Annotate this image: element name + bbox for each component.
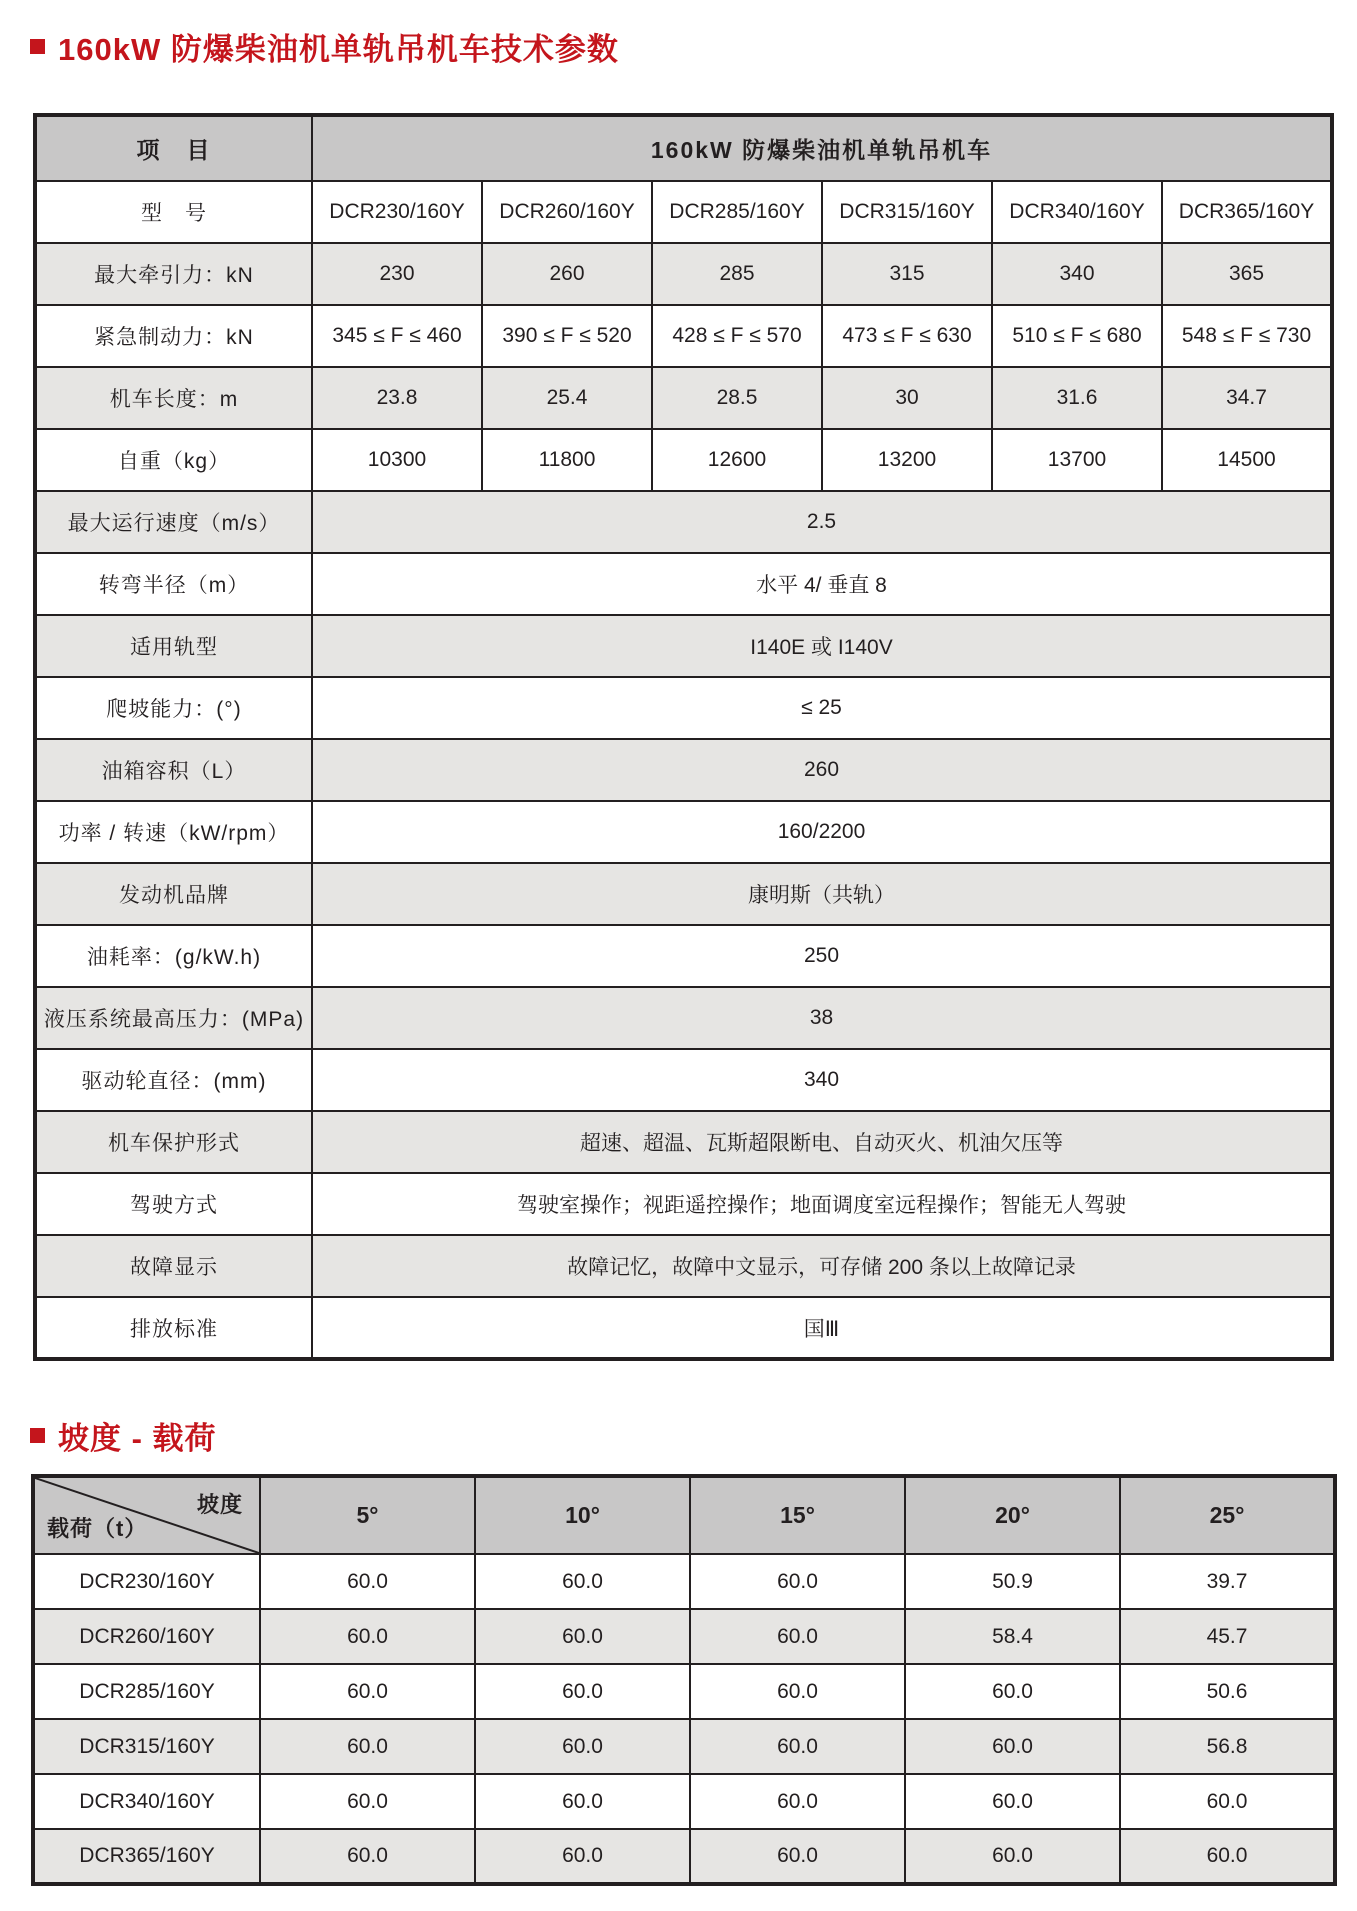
spec-value-cell: 12600 — [652, 429, 822, 491]
spec-value-cell: 11800 — [482, 429, 652, 491]
spec-value-cell: 30 — [822, 367, 992, 429]
load-value-cell: 56.8 — [1120, 1719, 1335, 1774]
section-bullet-icon — [30, 39, 45, 54]
spec-corner-cell: 项 目 — [35, 115, 312, 181]
spec-row-label: 最大运行速度（m/s） — [35, 491, 312, 553]
spec-row-label: 紧急制动力：kN — [35, 305, 312, 367]
load-col-header: 20° — [905, 1476, 1120, 1554]
spec-row-label: 故障显示 — [35, 1235, 312, 1297]
spec-value-cell: 31.6 — [992, 367, 1162, 429]
section-title-load-text: 坡度 - 载荷 — [58, 1421, 217, 1456]
load-row-model: DCR285/160Y — [33, 1664, 260, 1719]
spec-merged-value-cell: 故障记忆，故障中文显示，可存储 200 条以上故障记录 — [312, 1235, 1332, 1297]
spec-table-row — [35, 987, 1332, 1049]
load-value-cell: 60.0 — [475, 1774, 690, 1829]
spec-value-cell: 25.4 — [482, 367, 652, 429]
load-value-cell: 60.0 — [475, 1609, 690, 1664]
section-bullet-icon — [30, 1428, 45, 1443]
spec-merged-value-cell: 2.5 — [312, 491, 1332, 553]
spec-value-cell: 510 ≤ F ≤ 680 — [992, 305, 1162, 367]
load-value-cell: 60.0 — [260, 1719, 475, 1774]
load-table — [31, 1474, 1337, 1886]
spec-value-cell: 13700 — [992, 429, 1162, 491]
spec-row-label: 驾驶方式 — [35, 1173, 312, 1235]
spec-value-cell: 260 — [482, 243, 652, 305]
spec-table-row — [35, 305, 1332, 367]
spec-merged-value-cell: ≤ 25 — [312, 677, 1332, 739]
spec-row-label: 发动机品牌 — [35, 863, 312, 925]
spec-row-label: 型 号 — [35, 181, 312, 243]
spec-row-label: 液压系统最高压力：(MPa) — [35, 987, 312, 1049]
load-value-cell: 60.0 — [905, 1829, 1120, 1884]
spec-value-cell: 230 — [312, 243, 482, 305]
load-value-cell: 60.0 — [690, 1774, 905, 1829]
spec-table-row — [35, 429, 1332, 491]
spec-table-row — [35, 491, 1332, 553]
spec-table-row — [35, 1297, 1332, 1359]
spec-value-cell: 340 — [992, 243, 1162, 305]
load-col-header: 25° — [1120, 1476, 1335, 1554]
load-value-cell: 60.0 — [905, 1664, 1120, 1719]
spec-merged-value-cell: 38 — [312, 987, 1332, 1049]
spec-table-row — [35, 739, 1332, 801]
load-table-row — [33, 1554, 1335, 1609]
spec-table-row — [35, 615, 1332, 677]
spec-row-label: 机车长度：m — [35, 367, 312, 429]
spec-table-row — [35, 181, 1332, 243]
spec-row-label: 油箱容积（L） — [35, 739, 312, 801]
spec-header-row — [35, 115, 1332, 181]
spec-value-cell: 365 — [1162, 243, 1332, 305]
spec-table-row — [35, 925, 1332, 987]
load-value-cell: 60.0 — [475, 1554, 690, 1609]
spec-value-cell: 428 ≤ F ≤ 570 — [652, 305, 822, 367]
load-value-cell: 60.0 — [260, 1609, 475, 1664]
spec-merged-value-cell: 160/2200 — [312, 801, 1332, 863]
load-table-row — [33, 1664, 1335, 1719]
spec-row-label: 驱动轮直径：(mm) — [35, 1049, 312, 1111]
spec-value-cell: 34.7 — [1162, 367, 1332, 429]
spec-table-row — [35, 243, 1332, 305]
spec-merged-value-cell: I140E 或 I140V — [312, 615, 1332, 677]
spec-value-cell: 548 ≤ F ≤ 730 — [1162, 305, 1332, 367]
section-title-specs — [0, 0, 1357, 69]
spec-value-cell: 390 ≤ F ≤ 520 — [482, 305, 652, 367]
load-row-model: DCR260/160Y — [33, 1609, 260, 1664]
load-col-header: 5° — [260, 1476, 475, 1554]
load-row-model: DCR230/160Y — [33, 1554, 260, 1609]
corner-label-slope: 坡度 — [196, 1492, 243, 1517]
spec-row-label: 转弯半径（m） — [35, 553, 312, 615]
spec-value-cell: 473 ≤ F ≤ 630 — [822, 305, 992, 367]
spec-row-label: 适用轨型 — [35, 615, 312, 677]
load-value-cell: 60.0 — [1120, 1774, 1335, 1829]
load-header-row — [33, 1476, 1335, 1554]
load-table-row — [33, 1719, 1335, 1774]
load-value-cell: 60.0 — [690, 1609, 905, 1664]
spec-table — [33, 113, 1334, 1361]
spec-merged-value-cell: 水平 4/ 垂直 8 — [312, 553, 1332, 615]
spec-table-row — [35, 1173, 1332, 1235]
spec-value-cell: 315 — [822, 243, 992, 305]
section-title-load — [0, 1413, 1357, 1458]
spec-value-cell: 345 ≤ F ≤ 460 — [312, 305, 482, 367]
load-value-cell: 60.0 — [905, 1774, 1120, 1829]
spec-row-label: 爬坡能力：(°) — [35, 677, 312, 739]
corner-label-load: 载荷（t） — [47, 1516, 148, 1541]
load-value-cell: 60.0 — [475, 1719, 690, 1774]
spec-merged-value-cell: 康明斯（共轨） — [312, 863, 1332, 925]
spec-table-row — [35, 1111, 1332, 1173]
spec-value-cell: 28.5 — [652, 367, 822, 429]
spec-value-cell: DCR230/160Y — [312, 181, 482, 243]
spec-merged-value-cell: 260 — [312, 739, 1332, 801]
spec-merged-value-cell: 超速、超温、瓦斯超限断电、自动灭火、机油欠压等 — [312, 1111, 1332, 1173]
spec-row-label: 自重（kg） — [35, 429, 312, 491]
load-table-row — [33, 1774, 1335, 1829]
spec-value-cell: DCR315/160Y — [822, 181, 992, 243]
load-value-cell: 58.4 — [905, 1609, 1120, 1664]
spec-value-cell: 10300 — [312, 429, 482, 491]
load-value-cell: 60.0 — [475, 1664, 690, 1719]
spec-group-header: 160kW 防爆柴油机单轨吊机车 — [312, 115, 1332, 181]
load-value-cell: 50.6 — [1120, 1664, 1335, 1719]
spec-value-cell: 13200 — [822, 429, 992, 491]
load-table-row — [33, 1609, 1335, 1664]
load-col-header: 10° — [475, 1476, 690, 1554]
load-value-cell: 39.7 — [1120, 1554, 1335, 1609]
spec-table-row — [35, 553, 1332, 615]
spec-merged-value-cell: 驾驶室操作；视距遥控操作；地面调度室远程操作；智能无人驾驶 — [312, 1173, 1332, 1235]
spec-table-row — [35, 1049, 1332, 1111]
load-value-cell: 60.0 — [905, 1719, 1120, 1774]
section-title-specs-text: 160kW 防爆柴油机单轨吊机车技术参数 — [58, 32, 619, 67]
spec-merged-value-cell: 250 — [312, 925, 1332, 987]
load-value-cell: 60.0 — [475, 1829, 690, 1884]
load-value-cell: 60.0 — [690, 1664, 905, 1719]
spec-table-row — [35, 677, 1332, 739]
load-row-model: DCR315/160Y — [33, 1719, 260, 1774]
load-value-cell: 50.9 — [905, 1554, 1120, 1609]
spec-value-cell: 23.8 — [312, 367, 482, 429]
spec-row-label: 功率 / 转速（kW/rpm） — [35, 801, 312, 863]
spec-value-cell: DCR365/160Y — [1162, 181, 1332, 243]
load-value-cell: 60.0 — [260, 1829, 475, 1884]
spec-value-cell: DCR340/160Y — [992, 181, 1162, 243]
spec-merged-value-cell: 国Ⅲ — [312, 1297, 1332, 1359]
spec-row-label: 排放标准 — [35, 1297, 312, 1359]
load-col-header: 15° — [690, 1476, 905, 1554]
spec-table-row — [35, 367, 1332, 429]
spec-value-cell: DCR260/160Y — [482, 181, 652, 243]
load-value-cell: 60.0 — [260, 1774, 475, 1829]
load-value-cell: 60.0 — [260, 1554, 475, 1609]
spec-row-label: 最大牵引力：kN — [35, 243, 312, 305]
spec-row-label: 机车保护形式 — [35, 1111, 312, 1173]
load-row-model: DCR340/160Y — [33, 1774, 260, 1829]
spec-table-row — [35, 863, 1332, 925]
spec-table-row — [35, 1235, 1332, 1297]
spec-value-cell: 14500 — [1162, 429, 1332, 491]
load-value-cell: 60.0 — [690, 1829, 905, 1884]
spec-merged-value-cell: 340 — [312, 1049, 1332, 1111]
load-value-cell: 60.0 — [690, 1554, 905, 1609]
spec-table-row — [35, 801, 1332, 863]
spec-value-cell: DCR285/160Y — [652, 181, 822, 243]
spec-row-label: 油耗率：(g/kW.h) — [35, 925, 312, 987]
load-value-cell: 60.0 — [1120, 1829, 1335, 1884]
load-value-cell: 60.0 — [690, 1719, 905, 1774]
spec-value-cell: 285 — [652, 243, 822, 305]
load-value-cell: 45.7 — [1120, 1609, 1335, 1664]
load-value-cell: 60.0 — [260, 1664, 475, 1719]
load-corner-cell — [33, 1476, 260, 1554]
load-row-model: DCR365/160Y — [33, 1829, 260, 1884]
load-table-row — [33, 1829, 1335, 1884]
